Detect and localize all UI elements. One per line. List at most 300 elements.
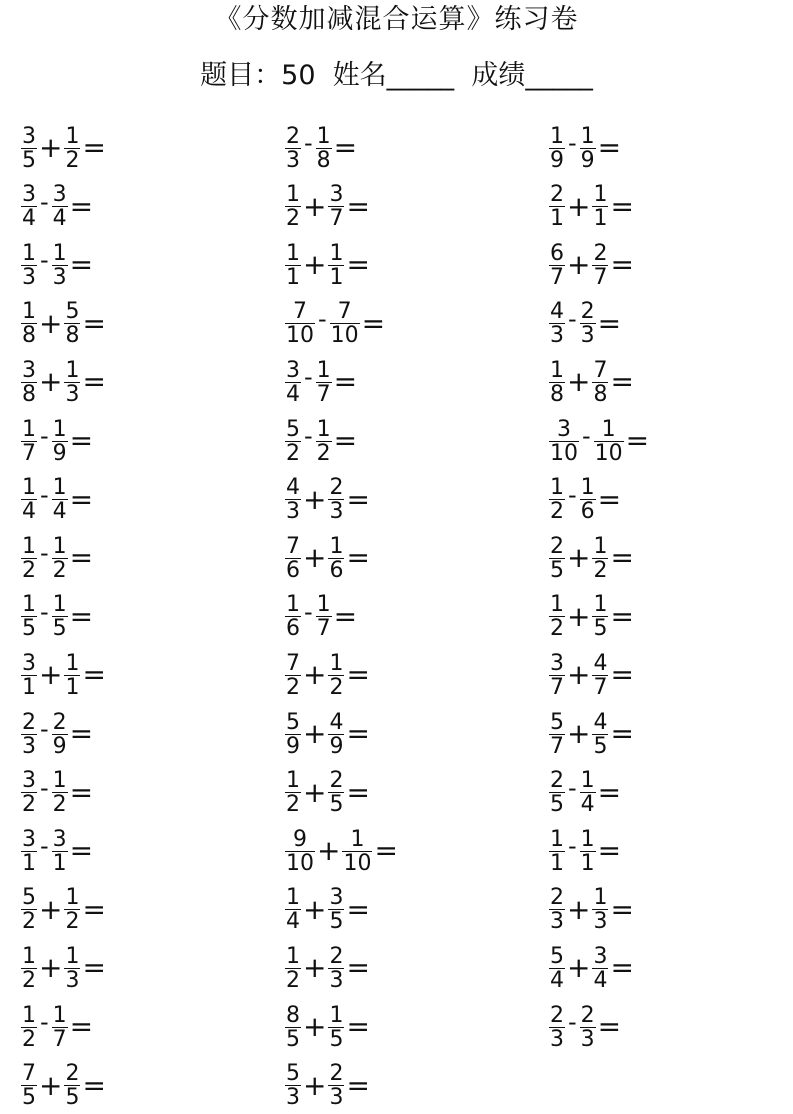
- operator-sign: -: [40, 597, 49, 626]
- equals-sign: =: [69, 717, 94, 750]
- numerator: 7: [22, 1061, 36, 1087]
- denominator: 7: [316, 381, 331, 407]
- numerator: 1: [52, 240, 67, 266]
- denominator: 10: [286, 850, 314, 876]
- fraction-left: [20, 945, 38, 992]
- fraction-right: [591, 945, 609, 992]
- fraction-left: [548, 886, 566, 933]
- denominator: 7: [593, 674, 608, 700]
- denominator: 1: [580, 850, 595, 876]
- operator-sign: +: [567, 951, 591, 985]
- denominator: 3: [550, 909, 564, 935]
- equals-sign: =: [610, 658, 634, 692]
- fraction-left: [548, 1004, 566, 1051]
- numerator: 3: [329, 885, 344, 911]
- problem-row: [548, 940, 634, 996]
- operator-sign: -: [304, 129, 313, 157]
- denominator: 5: [550, 557, 564, 583]
- fraction-left: [548, 769, 566, 816]
- denominator: 7: [316, 616, 331, 642]
- numerator: 1: [593, 182, 608, 208]
- denominator: 2: [22, 1026, 36, 1052]
- fraction-right: [51, 535, 69, 582]
- problem-row: [284, 296, 385, 352]
- numerator: 3: [329, 182, 344, 208]
- numerator: 1: [550, 592, 564, 618]
- fraction-right: [51, 418, 69, 465]
- operator-sign: -: [40, 422, 49, 450]
- numerator: 1: [316, 123, 331, 149]
- numerator: 1: [22, 1002, 36, 1028]
- denominator: 2: [550, 499, 564, 525]
- problem-row: [548, 706, 634, 762]
- denominator: 3: [22, 264, 36, 290]
- fraction-right: [579, 828, 597, 875]
- denominator: 9: [52, 440, 67, 466]
- operator-sign: -: [40, 773, 49, 802]
- denominator: 3: [550, 1026, 564, 1052]
- operator-sign: -: [40, 1008, 49, 1036]
- denominator: 4: [22, 206, 36, 232]
- numerator: 2: [580, 1002, 595, 1028]
- equals-sign: =: [346, 892, 370, 926]
- denominator: 8: [22, 381, 36, 407]
- denominator: 8: [550, 381, 564, 407]
- numerator: 1: [65, 650, 80, 676]
- denominator: 5: [593, 733, 608, 759]
- fraction-left: [20, 359, 38, 406]
- fraction-left: [284, 300, 316, 347]
- equals-sign: =: [597, 834, 622, 868]
- denominator: 3: [329, 499, 344, 525]
- problem-row: [548, 237, 634, 293]
- denominator: 3: [286, 1085, 300, 1111]
- fraction-left: [20, 711, 38, 758]
- numerator: 5: [22, 885, 36, 911]
- equals-sign: =: [346, 775, 370, 809]
- operator-sign: -: [40, 187, 49, 216]
- operator-sign: +: [567, 365, 591, 399]
- operator-sign: -: [40, 832, 49, 861]
- fraction-right: [327, 886, 345, 933]
- operator-sign: -: [568, 129, 577, 157]
- problem-row: [20, 237, 93, 293]
- problem-row: [20, 589, 93, 645]
- equals-sign: =: [82, 951, 106, 985]
- problem-row: [548, 120, 621, 176]
- equals-sign: =: [610, 951, 634, 985]
- fraction-right: [591, 242, 609, 289]
- denominator: 4: [52, 206, 67, 232]
- problem-row: [548, 472, 621, 528]
- operator-sign: +: [303, 1010, 327, 1043]
- operator-sign: -: [568, 480, 577, 509]
- denominator: 8: [316, 147, 331, 173]
- denominator: 3: [22, 733, 36, 759]
- numerator: 7: [293, 299, 307, 325]
- numerator: 2: [550, 182, 564, 208]
- problem-row: [20, 413, 93, 469]
- numerator: 1: [286, 592, 300, 618]
- fraction-right: [63, 300, 81, 347]
- numerator: 3: [52, 826, 67, 852]
- fraction-left: [284, 359, 302, 406]
- numerator: 1: [52, 475, 67, 501]
- equals-sign: =: [361, 306, 386, 340]
- numerator: 1: [329, 1002, 344, 1028]
- numerator: 3: [557, 416, 571, 442]
- numerator: 1: [22, 592, 36, 618]
- denominator: 4: [580, 792, 595, 818]
- problem-row: [20, 296, 106, 352]
- fraction-right: [327, 711, 345, 758]
- fraction-right: [327, 242, 345, 289]
- numerator: 1: [52, 768, 67, 794]
- problem-row: [548, 765, 621, 821]
- fraction-right: [315, 418, 333, 465]
- fraction-right: [327, 1062, 345, 1109]
- equals-sign: =: [82, 131, 106, 164]
- denominator: 3: [286, 499, 300, 525]
- problem-row: [20, 472, 93, 528]
- fraction-right: [327, 476, 345, 523]
- fraction-left: [284, 886, 302, 933]
- numerator: 1: [329, 650, 344, 676]
- operator-sign: -: [568, 832, 577, 861]
- numerator: 2: [329, 475, 344, 501]
- problem-row: [20, 354, 106, 410]
- problem-row: [20, 765, 93, 821]
- fraction-left: [548, 418, 580, 465]
- denominator: 7: [22, 440, 36, 466]
- numerator: 3: [22, 357, 36, 383]
- numerator: 1: [65, 943, 80, 969]
- numerator: 1: [329, 240, 344, 266]
- operator-sign: +: [567, 541, 591, 575]
- operator-sign: +: [303, 951, 327, 985]
- fraction-right: [579, 1004, 597, 1051]
- denominator: 6: [580, 499, 595, 525]
- fraction-right: [579, 125, 597, 172]
- denominator: 3: [329, 967, 344, 993]
- worksheet-subtitle: 题目：50 姓名_____ 成绩_____: [200, 60, 593, 91]
- fraction-left: [284, 711, 302, 758]
- denominator: 4: [550, 967, 564, 993]
- operator-sign: -: [582, 422, 591, 450]
- fraction-right: [579, 769, 597, 816]
- denominator: 2: [22, 792, 36, 818]
- denominator: 6: [329, 557, 344, 583]
- numerator: 2: [550, 768, 564, 794]
- operator-sign: +: [303, 775, 327, 809]
- numerator: 2: [329, 768, 344, 794]
- numerator: 3: [550, 650, 564, 676]
- fraction-left: [284, 769, 302, 816]
- numerator: 2: [329, 943, 344, 969]
- denominator: 9: [580, 147, 595, 173]
- problem-row: [284, 823, 398, 879]
- operator-sign: +: [303, 892, 327, 926]
- numerator: 1: [580, 768, 595, 794]
- operator-sign: -: [568, 1008, 577, 1036]
- numerator: 1: [286, 182, 300, 208]
- problem-row: [20, 706, 93, 762]
- fraction-right: [329, 300, 361, 347]
- numerator: 1: [550, 123, 564, 149]
- denominator: 6: [286, 557, 300, 583]
- fraction-right: [51, 828, 69, 875]
- numerator: 1: [580, 826, 595, 852]
- fraction-right: [327, 652, 345, 699]
- problem-row: [20, 882, 106, 938]
- equals-sign: =: [346, 658, 370, 692]
- denominator: 2: [286, 674, 300, 700]
- problem-row: [284, 765, 370, 821]
- operator-sign: -: [304, 422, 313, 450]
- equals-sign: =: [69, 189, 94, 223]
- numerator: 2: [593, 240, 608, 266]
- numerator: 1: [580, 475, 595, 501]
- denominator: 1: [329, 264, 344, 290]
- denominator: 5: [65, 1085, 80, 1111]
- operator-sign: +: [567, 658, 591, 692]
- fraction-right: [51, 769, 69, 816]
- numerator: 7: [337, 299, 352, 325]
- denominator: 2: [316, 440, 331, 466]
- fraction-right: [51, 242, 69, 289]
- problem-row: [284, 120, 357, 176]
- denominator: 9: [52, 733, 67, 759]
- fraction-left: [548, 652, 566, 699]
- denominator: 1: [593, 206, 608, 232]
- numerator: 1: [22, 299, 36, 325]
- equals-sign: =: [610, 892, 634, 926]
- fraction-left: [284, 1004, 302, 1051]
- denominator: 10: [286, 323, 314, 349]
- fraction-left: [20, 886, 38, 933]
- operator-sign: -: [568, 773, 577, 802]
- denominator: 5: [550, 792, 564, 818]
- numerator: 2: [550, 1002, 564, 1028]
- equals-sign: =: [333, 599, 358, 633]
- fraction-right: [579, 476, 597, 523]
- numerator: 1: [22, 240, 36, 266]
- operator-sign: -: [318, 304, 327, 333]
- fraction-right: [63, 1062, 81, 1109]
- denominator: 5: [329, 909, 344, 935]
- denominator: 1: [286, 264, 300, 290]
- equals-sign: =: [610, 189, 634, 223]
- equals-sign: =: [610, 541, 634, 575]
- equals-sign: =: [346, 248, 370, 282]
- denominator: 10: [550, 440, 578, 466]
- numerator: 1: [52, 1002, 67, 1028]
- problem-row: [548, 296, 621, 352]
- equals-sign: =: [597, 131, 622, 164]
- denominator: 3: [286, 147, 300, 173]
- denominator: 4: [22, 499, 36, 525]
- denominator: 1: [65, 674, 80, 700]
- fraction-left: [20, 418, 38, 465]
- fraction-right: [591, 652, 609, 699]
- fraction-right: [63, 945, 81, 992]
- operator-sign: +: [39, 306, 63, 340]
- fraction-left: [284, 652, 302, 699]
- numerator: 3: [52, 182, 67, 208]
- numerator: 4: [593, 650, 608, 676]
- operator-sign: +: [567, 717, 591, 750]
- operator-sign: +: [39, 658, 63, 692]
- numerator: 4: [593, 709, 608, 735]
- equals-sign: =: [69, 599, 94, 633]
- denominator: 10: [330, 323, 359, 349]
- equals-sign: =: [346, 1068, 370, 1102]
- problem-row: [284, 589, 357, 645]
- fraction-right: [591, 593, 609, 640]
- fraction-right: [51, 711, 69, 758]
- denominator: 5: [593, 616, 608, 642]
- fraction-right: [327, 183, 345, 230]
- equals-sign: =: [610, 365, 634, 399]
- equals-sign: =: [597, 1010, 622, 1043]
- fraction-left: [284, 242, 302, 289]
- numerator: 3: [22, 768, 36, 794]
- denominator: 3: [550, 323, 564, 349]
- numerator: 2: [65, 1061, 80, 1087]
- numerator: 5: [550, 709, 564, 735]
- equals-sign: =: [610, 599, 634, 633]
- problem-row: [284, 472, 370, 528]
- fraction-right: [327, 945, 345, 992]
- problem-row: [20, 530, 93, 586]
- problem-row: [284, 706, 370, 762]
- problem-row: [284, 354, 357, 410]
- numerator: 7: [593, 357, 608, 383]
- denominator: 10: [594, 440, 623, 466]
- problem-row: [284, 413, 357, 469]
- numerator: 7: [286, 533, 300, 559]
- numerator: 1: [22, 475, 36, 501]
- equals-sign: =: [374, 834, 398, 868]
- fraction-left: [548, 945, 566, 992]
- fraction-right: [591, 183, 609, 230]
- equals-sign: =: [597, 306, 622, 340]
- equals-sign: =: [346, 541, 370, 575]
- fraction-right: [63, 359, 81, 406]
- denominator: 2: [286, 206, 300, 232]
- fraction-left: [548, 711, 566, 758]
- operator-sign: -: [40, 246, 49, 275]
- fraction-left: [284, 125, 302, 172]
- problem-row: [548, 413, 649, 469]
- numerator: 1: [601, 416, 616, 442]
- fraction-left: [284, 828, 316, 875]
- numerator: 1: [22, 943, 36, 969]
- equals-sign: =: [333, 365, 358, 399]
- operator-sign: +: [303, 189, 327, 223]
- denominator: 1: [22, 850, 36, 876]
- denominator: 7: [550, 264, 564, 290]
- denominator: 4: [52, 499, 67, 525]
- problem-row: [20, 179, 93, 235]
- denominator: 2: [52, 557, 67, 583]
- equals-sign: =: [82, 658, 106, 692]
- denominator: 3: [580, 323, 595, 349]
- fraction-left: [284, 945, 302, 992]
- equals-sign: =: [610, 717, 634, 750]
- equals-sign: =: [82, 1068, 106, 1102]
- numerator: 1: [316, 592, 331, 618]
- fraction-left: [20, 535, 38, 582]
- fraction-right: [63, 652, 81, 699]
- equals-sign: =: [69, 482, 94, 516]
- denominator: 1: [550, 850, 564, 876]
- operator-sign: +: [567, 189, 591, 223]
- equals-sign: =: [82, 306, 106, 340]
- problem-row: [284, 237, 370, 293]
- fraction-left: [548, 359, 566, 406]
- denominator: 2: [22, 967, 36, 993]
- numerator: 1: [286, 885, 300, 911]
- problem-row: [548, 530, 634, 586]
- denominator: 5: [329, 1026, 344, 1052]
- operator-sign: +: [303, 658, 327, 692]
- equals-sign: =: [69, 248, 94, 282]
- fraction-left: [284, 1062, 302, 1109]
- numerator: 1: [52, 533, 67, 559]
- fraction-right: [579, 300, 597, 347]
- numerator: 1: [22, 416, 36, 442]
- equals-sign: =: [597, 775, 622, 809]
- equals-sign: =: [346, 1010, 370, 1043]
- fraction-left: [548, 828, 566, 875]
- problem-row: [284, 647, 370, 703]
- denominator: 2: [52, 792, 67, 818]
- denominator: 5: [329, 792, 344, 818]
- equals-sign: =: [69, 775, 94, 809]
- denominator: 7: [550, 733, 564, 759]
- fraction-right: [51, 593, 69, 640]
- denominator: 4: [286, 381, 300, 407]
- denominator: 4: [286, 909, 300, 935]
- problem-row: [548, 354, 634, 410]
- operator-sign: +: [303, 248, 327, 282]
- denominator: 5: [52, 616, 67, 642]
- problem-row: [284, 530, 370, 586]
- fraction-left: [20, 1004, 38, 1051]
- denominator: 3: [329, 1085, 344, 1111]
- fraction-left: [20, 652, 38, 699]
- numerator: 1: [316, 416, 331, 442]
- fraction-left: [548, 125, 566, 172]
- denominator: 1: [22, 674, 36, 700]
- problem-row: [284, 999, 370, 1055]
- numerator: 1: [52, 416, 67, 442]
- numerator: 3: [22, 650, 36, 676]
- operator-sign: -: [304, 597, 313, 626]
- numerator: 1: [550, 357, 564, 383]
- numerator: 1: [580, 123, 595, 149]
- problem-row: [284, 940, 370, 996]
- denominator: 2: [286, 440, 300, 466]
- numerator: 1: [329, 533, 344, 559]
- denominator: 8: [22, 323, 36, 349]
- fraction-right: [315, 359, 333, 406]
- numerator: 4: [286, 475, 300, 501]
- denominator: 9: [286, 733, 300, 759]
- numerator: 5: [286, 1061, 300, 1087]
- numerator: 2: [329, 1061, 344, 1087]
